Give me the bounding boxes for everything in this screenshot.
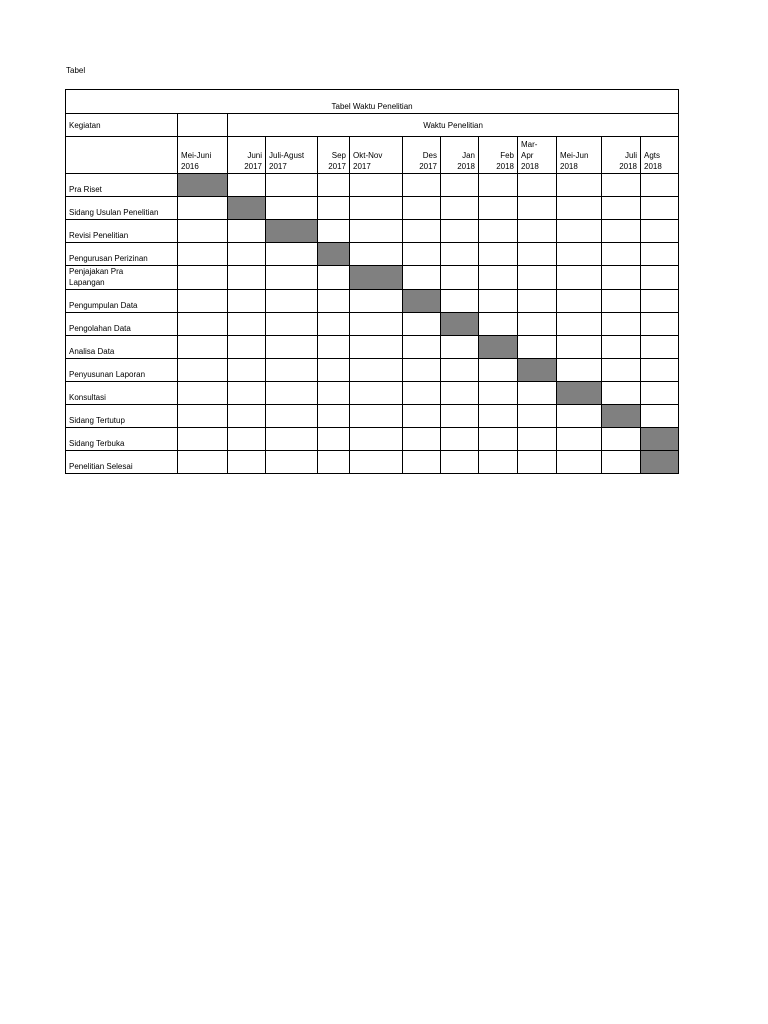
schedule-cell-filled <box>641 428 679 451</box>
schedule-cell <box>479 451 518 474</box>
schedule-cell <box>178 359 228 382</box>
schedule-cell <box>479 197 518 220</box>
schedule-cell <box>266 197 318 220</box>
schedule-cell <box>518 243 557 266</box>
activity-name: Sidang Terbuka <box>66 428 178 451</box>
schedule-cell <box>266 451 318 474</box>
activity-name: Pra Riset <box>66 174 178 197</box>
activity-name: Revisi Penelitian <box>66 220 178 243</box>
schedule-cell <box>403 197 441 220</box>
schedule-cell <box>350 197 403 220</box>
research-schedule-table <box>65 89 679 474</box>
schedule-cell <box>441 451 479 474</box>
schedule-cell <box>228 243 266 266</box>
schedule-cell <box>641 220 679 243</box>
table-row <box>66 313 679 336</box>
schedule-cell <box>518 336 557 359</box>
schedule-cell <box>178 243 228 266</box>
schedule-cell <box>641 359 679 382</box>
schedule-cell <box>350 336 403 359</box>
schedule-cell <box>178 382 228 405</box>
schedule-cell <box>641 266 679 290</box>
schedule-cell <box>403 336 441 359</box>
table-row <box>66 405 679 428</box>
schedule-cell <box>479 174 518 197</box>
schedule-cell <box>479 382 518 405</box>
period-header: Juli-Agust 2017 <box>266 137 318 174</box>
schedule-cell <box>518 313 557 336</box>
schedule-cell <box>318 405 350 428</box>
schedule-cell <box>602 197 641 220</box>
schedule-cell <box>178 197 228 220</box>
schedule-cell <box>318 451 350 474</box>
schedule-cell <box>318 428 350 451</box>
schedule-cell <box>350 428 403 451</box>
schedule-cell <box>228 220 266 243</box>
header-row <box>66 114 679 137</box>
schedule-cell <box>350 290 403 313</box>
schedule-cell <box>350 451 403 474</box>
schedule-cell <box>441 336 479 359</box>
schedule-cell <box>518 405 557 428</box>
schedule-cell-filled <box>441 313 479 336</box>
schedule-cell <box>557 220 602 243</box>
schedule-cell <box>178 220 228 243</box>
schedule-cell <box>557 197 602 220</box>
schedule-cell <box>266 336 318 359</box>
schedule-cell <box>441 382 479 405</box>
schedule-cell <box>178 290 228 313</box>
schedule-cell <box>266 359 318 382</box>
schedule-cell <box>350 359 403 382</box>
schedule-cell <box>557 313 602 336</box>
schedule-cell <box>557 336 602 359</box>
schedule-cell <box>178 428 228 451</box>
schedule-cell <box>178 313 228 336</box>
period-header: Agts 2018 <box>641 137 679 174</box>
schedule-cell <box>403 405 441 428</box>
schedule-cell <box>228 313 266 336</box>
schedule-cell-filled <box>557 382 602 405</box>
table-row <box>66 220 679 243</box>
schedule-cell <box>641 382 679 405</box>
schedule-cell <box>318 266 350 290</box>
schedule-cell <box>602 382 641 405</box>
schedule-cell-filled <box>518 359 557 382</box>
schedule-cell <box>602 220 641 243</box>
schedule-cell <box>557 243 602 266</box>
schedule-cell-filled <box>228 197 266 220</box>
schedule-cell <box>228 174 266 197</box>
period-header: Mei-Juni 2016 <box>178 137 228 174</box>
schedule-cell <box>602 313 641 336</box>
schedule-cell <box>266 428 318 451</box>
schedule-cell <box>557 290 602 313</box>
activity-name: Penjajakan Pra Lapangan <box>66 266 178 290</box>
time-header: Waktu Penelitian <box>228 114 679 137</box>
schedule-cell <box>518 220 557 243</box>
schedule-cell <box>318 359 350 382</box>
table-row <box>66 359 679 382</box>
schedule-cell <box>178 451 228 474</box>
schedule-cell <box>228 336 266 359</box>
schedule-cell <box>318 174 350 197</box>
schedule-cell <box>479 220 518 243</box>
period-header: Jan 2018 <box>441 137 479 174</box>
schedule-cell-filled <box>178 174 228 197</box>
schedule-cell <box>403 313 441 336</box>
schedule-cell <box>266 313 318 336</box>
schedule-cell <box>228 428 266 451</box>
schedule-cell <box>350 243 403 266</box>
schedule-cell <box>318 220 350 243</box>
schedule-cell <box>441 174 479 197</box>
table-row <box>66 382 679 405</box>
schedule-cell <box>350 405 403 428</box>
schedule-cell <box>403 428 441 451</box>
schedule-cell <box>178 405 228 428</box>
period-header: Des 2017 <box>403 137 441 174</box>
schedule-cell <box>441 197 479 220</box>
schedule-cell <box>403 266 441 290</box>
period-row <box>66 137 679 174</box>
activity-name: Analisa Data <box>66 336 178 359</box>
schedule-cell <box>228 382 266 405</box>
activity-name: Sidang Tertutup <box>66 405 178 428</box>
schedule-cell <box>441 359 479 382</box>
activity-name: Pengumpulan Data <box>66 290 178 313</box>
schedule-cell <box>518 266 557 290</box>
schedule-cell-filled <box>318 243 350 266</box>
schedule-cell <box>479 428 518 451</box>
schedule-cell <box>266 405 318 428</box>
caption-label: Tabel <box>66 66 86 75</box>
schedule-cell <box>350 174 403 197</box>
header-empty-cell <box>178 114 228 137</box>
schedule-cell-filled <box>403 290 441 313</box>
table-row <box>66 336 679 359</box>
schedule-cell <box>318 336 350 359</box>
table-row <box>66 243 679 266</box>
schedule-cell <box>479 290 518 313</box>
period-header: Sep 2017 <box>318 137 350 174</box>
schedule-cell <box>641 405 679 428</box>
schedule-cell <box>228 266 266 290</box>
schedule-cell <box>479 405 518 428</box>
schedule-cell <box>602 336 641 359</box>
schedule-cell <box>557 266 602 290</box>
schedule-cell <box>266 174 318 197</box>
schedule-cell <box>403 174 441 197</box>
schedule-cell <box>557 359 602 382</box>
activity-name: Sidang Usulan Penelitian <box>66 197 178 220</box>
schedule-cell <box>178 336 228 359</box>
table-title: Tabel Waktu Penelitian <box>66 90 679 114</box>
schedule-cell <box>602 428 641 451</box>
activity-name: Pengolahan Data <box>66 313 178 336</box>
schedule-cell <box>602 243 641 266</box>
schedule-cell <box>602 174 641 197</box>
period-header: Mei-Jun 2018 <box>557 137 602 174</box>
schedule-cell <box>228 359 266 382</box>
table-row <box>66 197 679 220</box>
schedule-cell <box>602 359 641 382</box>
schedule-cell <box>641 197 679 220</box>
schedule-cell <box>641 243 679 266</box>
schedule-cell <box>228 451 266 474</box>
schedule-cell <box>441 405 479 428</box>
table-row <box>66 428 679 451</box>
period-header: Juni 2017 <box>228 137 266 174</box>
schedule-cell <box>557 428 602 451</box>
schedule-cell-filled <box>350 266 403 290</box>
schedule-cell <box>441 290 479 313</box>
schedule-cell-filled <box>602 405 641 428</box>
schedule-cell <box>350 313 403 336</box>
schedule-cell <box>441 266 479 290</box>
schedule-cell <box>228 290 266 313</box>
schedule-cell <box>641 174 679 197</box>
schedule-cell <box>403 451 441 474</box>
schedule-cell <box>518 290 557 313</box>
schedule-cell <box>441 428 479 451</box>
schedule-cell <box>266 243 318 266</box>
schedule-cell <box>518 174 557 197</box>
schedule-cell-filled <box>266 220 318 243</box>
title-row <box>66 90 679 114</box>
schedule-cell <box>266 290 318 313</box>
schedule-cell <box>318 290 350 313</box>
period-header: Feb 2018 <box>479 137 518 174</box>
schedule-cell <box>557 405 602 428</box>
schedule-cell <box>403 382 441 405</box>
schedule-cell <box>318 382 350 405</box>
period-header: Okt-Nov 2017 <box>350 137 403 174</box>
schedule-cell <box>403 220 441 243</box>
schedule-cell <box>266 266 318 290</box>
schedule-cell <box>641 336 679 359</box>
schedule-cell <box>479 266 518 290</box>
schedule-cell <box>518 197 557 220</box>
schedule-cell <box>403 243 441 266</box>
schedule-cell <box>403 359 441 382</box>
activity-name: Pengurusan Perizinan <box>66 243 178 266</box>
activity-name: Konsultasi <box>66 382 178 405</box>
table-row <box>66 266 679 290</box>
schedule-cell <box>318 197 350 220</box>
schedule-cell <box>479 243 518 266</box>
schedule-cell <box>266 382 318 405</box>
schedule-cell <box>350 220 403 243</box>
schedule-cell <box>178 266 228 290</box>
schedule-cell <box>557 451 602 474</box>
schedule-cell <box>602 290 641 313</box>
schedule-cell <box>641 313 679 336</box>
schedule-cell <box>441 220 479 243</box>
schedule-cell <box>350 382 403 405</box>
schedule-cell <box>479 313 518 336</box>
period-header: Mar- Apr 2018 <box>518 137 557 174</box>
schedule-cell-filled <box>641 451 679 474</box>
schedule-cell <box>641 290 679 313</box>
table-row <box>66 174 679 197</box>
activity-header: Kegiatan <box>66 114 178 137</box>
schedule-cell <box>518 451 557 474</box>
table-row <box>66 451 679 474</box>
schedule-cell <box>602 451 641 474</box>
activity-name: Penelitian Selesai <box>66 451 178 474</box>
schedule-cell <box>441 243 479 266</box>
table-row <box>66 290 679 313</box>
schedule-cell-filled <box>479 336 518 359</box>
schedule-cell <box>228 405 266 428</box>
schedule-cell <box>518 428 557 451</box>
schedule-cell <box>318 313 350 336</box>
schedule-cell <box>518 382 557 405</box>
schedule-cell <box>602 266 641 290</box>
activity-name: Penyusunan Laporan <box>66 359 178 382</box>
schedule-cell <box>479 359 518 382</box>
period-row-blank-cell <box>66 137 178 174</box>
schedule-cell <box>557 174 602 197</box>
period-header: Juli 2018 <box>602 137 641 174</box>
